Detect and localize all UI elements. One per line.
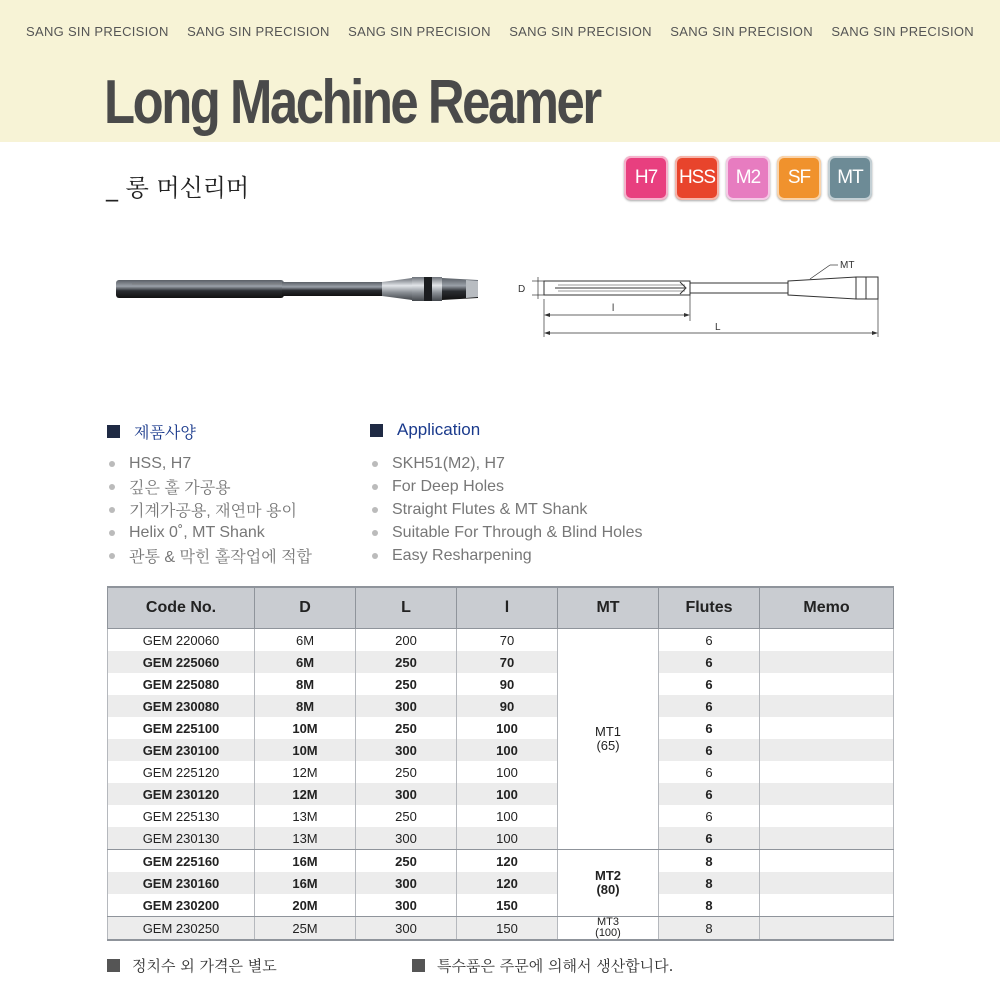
spec-kr-list	[107, 452, 312, 567]
brand-text: SANG SIN PRECISION	[509, 24, 652, 39]
cell-flutes: 6	[659, 739, 760, 761]
table-row	[108, 673, 894, 695]
l-big-label: L	[715, 322, 721, 333]
cell-flutes: 6	[659, 651, 760, 673]
cell-flutes: 6	[659, 761, 760, 783]
footer-note-right	[412, 955, 673, 976]
brand-text: SANG SIN PRECISION	[670, 24, 813, 39]
table-row	[108, 805, 894, 827]
cell-memo	[760, 739, 894, 761]
list-item-text: 관통 & 막힌 홀작업에 적합	[129, 549, 313, 566]
brand-text: SANG SIN PRECISION	[26, 24, 169, 39]
cell-flutes: 8	[659, 850, 760, 873]
list-item	[370, 521, 643, 544]
cell-memo	[760, 872, 894, 894]
mt-sub-text: (65)	[596, 738, 620, 753]
list-item	[107, 452, 312, 475]
cell-code: GEM 230080	[108, 695, 255, 717]
cell-d: 8M	[255, 673, 356, 695]
table-row	[108, 717, 894, 739]
list-item-text: Helix 0˚, MT Shank	[129, 523, 265, 541]
list-item-text: Suitable For Through & Blind Holes	[392, 523, 643, 541]
col-header-memo: Memo	[760, 587, 894, 629]
bullet-icon	[372, 553, 378, 559]
cell-l: 90	[457, 673, 558, 695]
cell-L: 300	[356, 917, 457, 941]
list-item-text: HSS, H7	[129, 454, 192, 472]
square-bullet-icon	[107, 959, 120, 972]
col-header-flutes: Flutes	[659, 587, 760, 629]
mt-sub-text: (100)	[595, 927, 621, 939]
cell-code: GEM 225120	[108, 761, 255, 783]
list-item	[107, 475, 312, 498]
cell-code: GEM 220060	[108, 629, 255, 652]
cell-flutes: 6	[659, 629, 760, 652]
list-item-text: 기계가공용, 재연마 용이	[129, 503, 297, 520]
cell-d: 10M	[255, 717, 356, 739]
cell-memo	[760, 850, 894, 873]
badge-mt: MT	[828, 156, 872, 200]
badge-h7: H7	[624, 156, 668, 200]
cell-code: GEM 225130	[108, 805, 255, 827]
cell-code: GEM 230100	[108, 739, 255, 761]
cell-code: GEM 225060	[108, 651, 255, 673]
brand-strip	[0, 24, 1000, 39]
cell-memo	[760, 673, 894, 695]
table-row	[108, 850, 894, 873]
cell-flutes: 6	[659, 673, 760, 695]
cell-mt-group	[558, 917, 659, 941]
col-header-mt: MT	[558, 587, 659, 629]
cell-code: GEM 230120	[108, 783, 255, 805]
cell-flutes: 8	[659, 894, 760, 917]
bullet-icon	[372, 507, 378, 513]
cell-L: 250	[356, 717, 457, 739]
badge-m2: M2	[726, 156, 770, 200]
table-header-row	[108, 587, 894, 629]
cell-L: 250	[356, 651, 457, 673]
cell-d: 10M	[255, 739, 356, 761]
cell-L: 300	[356, 894, 457, 917]
list-item	[370, 544, 643, 567]
cell-code: GEM 225160	[108, 850, 255, 873]
material-badges	[624, 156, 872, 200]
list-item	[370, 475, 643, 498]
cell-l: 120	[457, 850, 558, 873]
cell-l: 70	[457, 629, 558, 652]
brand-text: SANG SIN PRECISION	[831, 24, 974, 39]
table-row	[108, 739, 894, 761]
footer-text: 특수품은 주문에 의해서 생산합니다.	[437, 957, 674, 975]
cell-L: 250	[356, 850, 457, 873]
cell-code: GEM 230200	[108, 894, 255, 917]
list-item-text: For Deep Holes	[392, 477, 505, 495]
cell-flutes: 6	[659, 827, 760, 850]
footer-note-left	[107, 955, 277, 976]
cell-flutes: 6	[659, 805, 760, 827]
cell-flutes: 6	[659, 717, 760, 739]
footer-text: 정치수 외 가격은 별도	[132, 957, 277, 975]
cell-L: 300	[356, 739, 457, 761]
cell-l: 100	[457, 717, 558, 739]
table-row	[108, 917, 894, 941]
heading-text: 제품사양	[134, 423, 196, 442]
spec-kr-heading	[107, 420, 196, 443]
mt-text: MT2	[595, 868, 621, 883]
cell-memo	[760, 917, 894, 941]
l-small-label: l	[612, 303, 615, 314]
square-bullet-icon	[107, 425, 120, 438]
square-bullet-icon	[412, 959, 425, 972]
cell-memo	[760, 651, 894, 673]
table-row	[108, 629, 894, 652]
cell-memo	[760, 695, 894, 717]
cell-L: 200	[356, 629, 457, 652]
bullet-icon	[109, 507, 115, 513]
cell-l: 150	[457, 894, 558, 917]
cell-L: 300	[356, 695, 457, 717]
cell-L: 300	[356, 827, 457, 850]
mt-sub-text: (80)	[596, 882, 620, 897]
bullet-icon	[372, 484, 378, 490]
col-header-L: L	[356, 587, 457, 629]
list-item	[370, 452, 643, 475]
list-item	[107, 521, 312, 544]
spec-en-heading	[370, 420, 480, 440]
cell-memo	[760, 894, 894, 917]
table-row	[108, 783, 894, 805]
bullet-icon	[109, 553, 115, 559]
list-item	[107, 498, 312, 521]
brand-text: SANG SIN PRECISION	[187, 24, 330, 39]
cell-l: 150	[457, 917, 558, 941]
cell-memo	[760, 783, 894, 805]
cell-d: 12M	[255, 783, 356, 805]
list-item	[370, 498, 643, 521]
col-header-code: Code No.	[108, 587, 255, 629]
bullet-icon	[109, 461, 115, 467]
cell-L: 300	[356, 783, 457, 805]
cell-d: 25M	[255, 917, 356, 941]
mt-text: MT1	[595, 724, 621, 739]
list-item	[107, 544, 312, 567]
cell-l: 100	[457, 805, 558, 827]
cell-flutes: 6	[659, 783, 760, 805]
cell-l: 100	[457, 827, 558, 850]
cell-L: 250	[356, 673, 457, 695]
cell-L: 250	[356, 805, 457, 827]
cell-mt-group	[558, 629, 659, 850]
square-bullet-icon	[370, 424, 383, 437]
col-header-d: D	[255, 587, 356, 629]
cell-memo	[760, 761, 894, 783]
list-item-text: Easy Resharpening	[392, 546, 532, 564]
brand-text: SANG SIN PRECISION	[348, 24, 491, 39]
mt-label: MT	[840, 260, 855, 271]
cell-d: 12M	[255, 761, 356, 783]
cell-l: 100	[457, 761, 558, 783]
list-item-text: Straight Flutes & MT Shank	[392, 500, 588, 518]
bullet-icon	[372, 530, 378, 536]
cell-flutes: 8	[659, 872, 760, 894]
cell-mt-group	[558, 850, 659, 917]
cell-l: 120	[457, 872, 558, 894]
spec-table	[107, 586, 894, 941]
cell-l: 100	[457, 739, 558, 761]
cell-memo	[760, 717, 894, 739]
badge-sf: SF	[777, 156, 821, 200]
bullet-icon	[372, 461, 378, 467]
cell-flutes: 8	[659, 917, 760, 941]
cell-l: 90	[457, 695, 558, 717]
page-subtitle: _ 롱 머신리머	[106, 174, 250, 202]
dimension-drawing	[510, 255, 890, 345]
cell-memo	[760, 805, 894, 827]
badge-hss: HSS	[675, 156, 719, 200]
list-item-text: 깊은 홀 가공용	[129, 480, 231, 497]
cell-d: 13M	[255, 827, 356, 850]
reamer-photo	[112, 272, 492, 312]
cell-d: 16M	[255, 872, 356, 894]
bullet-icon	[109, 530, 115, 536]
table-row	[108, 894, 894, 917]
page-title: Long Machine Reamer	[104, 68, 600, 137]
cell-d: 13M	[255, 805, 356, 827]
cell-flutes: 6	[659, 695, 760, 717]
col-header-l: l	[457, 587, 558, 629]
spec-en-list	[370, 452, 643, 567]
cell-d: 6M	[255, 629, 356, 652]
d-label: D	[518, 284, 526, 295]
table-row	[108, 827, 894, 850]
cell-code: GEM 230160	[108, 872, 255, 894]
cell-d: 6M	[255, 651, 356, 673]
cell-l: 100	[457, 783, 558, 805]
table-row	[108, 872, 894, 894]
cell-L: 250	[356, 761, 457, 783]
list-item-text: SKH51(M2), H7	[392, 454, 505, 472]
table-row	[108, 761, 894, 783]
table-row	[108, 651, 894, 673]
cell-d: 8M	[255, 695, 356, 717]
cell-code: GEM 230250	[108, 917, 255, 941]
cell-d: 20M	[255, 894, 356, 917]
heading-text: Application	[397, 420, 481, 439]
cell-code: GEM 225080	[108, 673, 255, 695]
cell-code: GEM 225100	[108, 717, 255, 739]
cell-memo	[760, 827, 894, 850]
cell-code: GEM 230130	[108, 827, 255, 850]
cell-L: 300	[356, 872, 457, 894]
cell-d: 16M	[255, 850, 356, 873]
mt-text: MT3	[597, 916, 619, 928]
bullet-icon	[109, 484, 115, 490]
cell-memo	[760, 629, 894, 652]
cell-l: 70	[457, 651, 558, 673]
table-row	[108, 695, 894, 717]
